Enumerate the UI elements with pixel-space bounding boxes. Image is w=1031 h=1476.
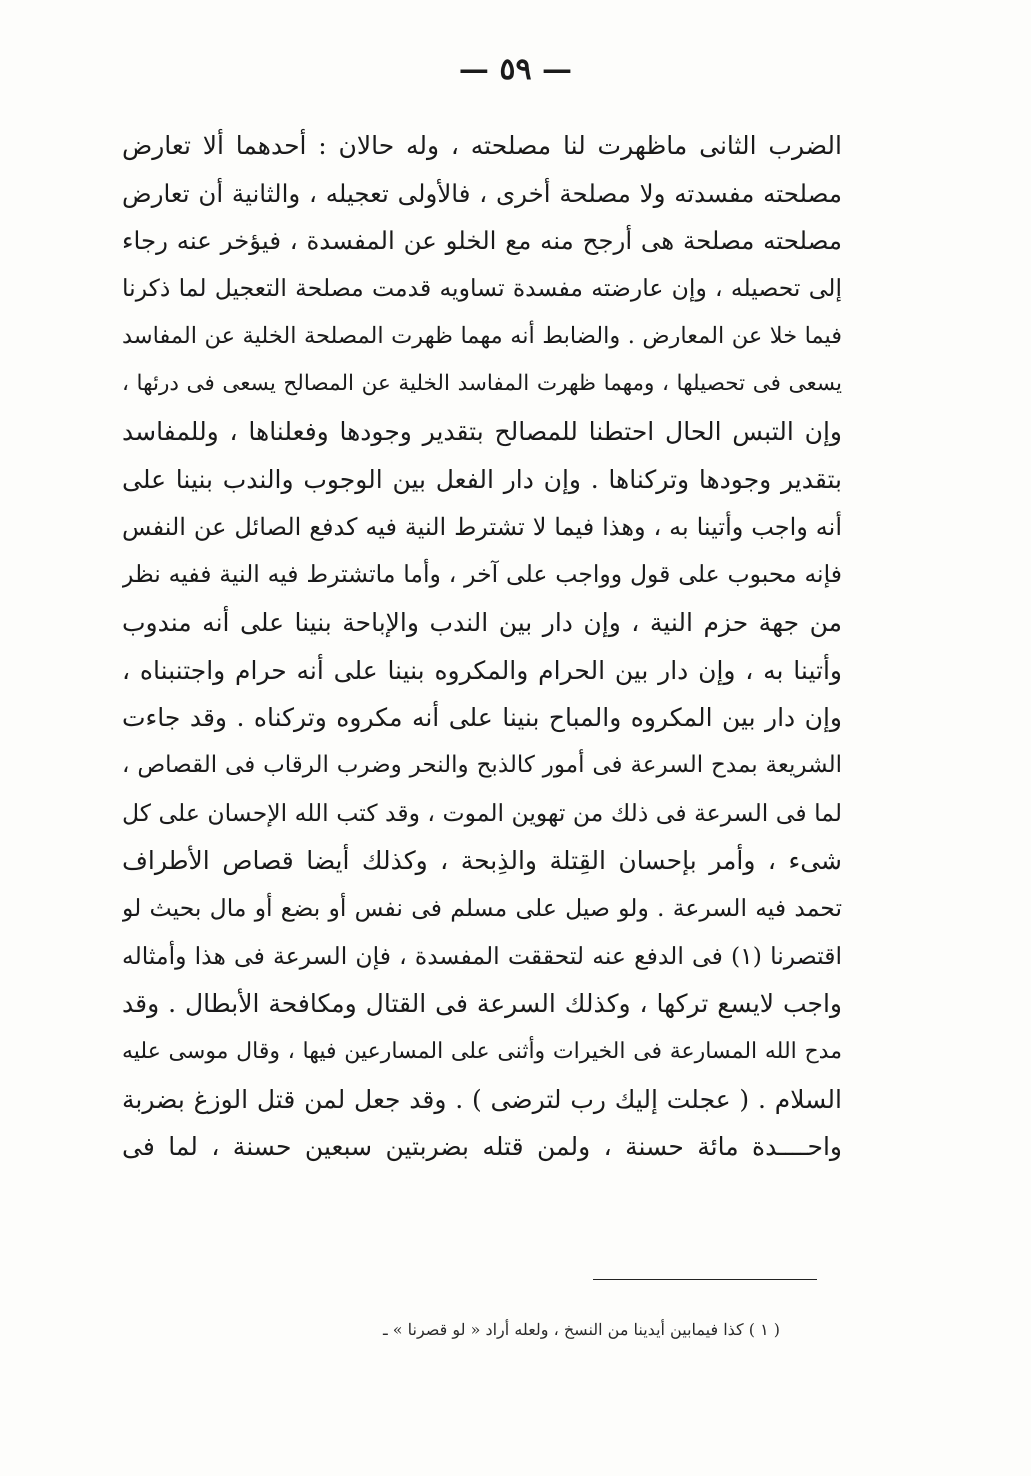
- text-line: الضرب الثانى ماظهرت لنا مصلحته ، وله حالان : أحدهما ألا تعارض: [122, 131, 842, 160]
- text-line: واحــــدة مائة حسنة ، ولمن قتله بضربتين سبعين حسنة ، لما فى: [122, 1132, 842, 1162]
- text-line: شىء ، وأمر بإحسان القِتلة والذِبحة ، وكذلك أيضا قصاص الأطراف: [122, 846, 842, 876]
- text-line: فإنه محبوب على قول وواجب على آخر ، وأما ماتشترط فيه النية ففيه نظر: [122, 560, 842, 589]
- text-line: إلى تحصيله ، وإن عارضته مفسدة تساويه قدمت مصلحة التعجيل لما ذكرنا: [122, 274, 842, 303]
- footnote-divider: [593, 1279, 817, 1280]
- text-line: بتقدير وجودها وتركناها . وإن دار الفعل بين الوجوب والندب بنينا على: [122, 464, 842, 494]
- body-text: [122, 122, 842, 1171]
- text-line: وأتينا به ، وإن دار بين الحرام والمكروه بنينا على أنه حرام واجتنبناه ،: [122, 655, 842, 685]
- page-number: — ٥٩ —: [458, 52, 573, 87]
- text-line: وإن دار بين المكروه والمباح بنينا على أنه مكروه وتركناه . وقد جاءت: [122, 703, 842, 733]
- text-line: السلام . ( عجلت إليك رب لترضى ) . وقد جعل لمن قتل الوزغ بضربة: [122, 1084, 842, 1114]
- text-line: أنه واجب وأتينا به ، وهذا فيما لا تشترط النية فيه كدفع الصائل عن النفس: [122, 512, 842, 541]
- text-line: تحمد فيه السرعة . ولو صيل على مسلم فى نفس أو بضع أو مال بحيث لو: [122, 894, 842, 922]
- text-line: واجب لايسع تركها ، وكذلك السرعة فى القتال ومكافحة الأبطال . وقد: [122, 989, 842, 1019]
- text-line: مصلحته مصلحة هى أرجح منه مع الخلو عن المفسدة ، فيؤخر عنه رجاء: [122, 226, 842, 256]
- text-line: اقتصرنا (١) فى الدفع عنه لتحققت المفسدة ، فإن السرعة فى هذا وأمثاله: [122, 941, 842, 970]
- text-line: الشريعة بمدح السرعة فى أمور كالذبح والنحر وضرب الرقاب فى القصاص ،: [122, 751, 842, 778]
- footnote: ( ١ ) كذا فيمابين أيدينا من النسخ ، ولعله أراد « لو قصرنا » ـ: [382, 1320, 780, 1339]
- text-line: يسعى فى تحصيلها ، ومهما ظهرت المفاسد الخلية عن المصالح يسعى فى درئها ،: [122, 371, 842, 397]
- text-line: من جهة حزم النية ، وإن دار بين الندب والإباحة بنينا على أنه مندوب: [122, 607, 842, 637]
- text-line: وإن التبس الحال احتطنا للمصالح بتقدير وجودها وفعلناها ، وللمفاسد: [122, 417, 842, 447]
- text-line: لما فى السرعة فى ذلك من تهوين الموت ، وقد كتب الله الإحسان على كل: [122, 798, 842, 827]
- text-line: مدح الله المسارعة فى الخيرات وأثنى على المسارعين فيها ، وقال موسى عليه: [122, 1039, 842, 1065]
- text-line: فيما خلا عن المعارض . والضابط أنه مهما ظهرت المصلحة الخلية عن المفاسد: [122, 322, 842, 349]
- text-line: مصلحته مفسدته ولا مصلحة أخرى ، فالأولى تعجيله ، والثانية أن تعارض: [122, 178, 842, 208]
